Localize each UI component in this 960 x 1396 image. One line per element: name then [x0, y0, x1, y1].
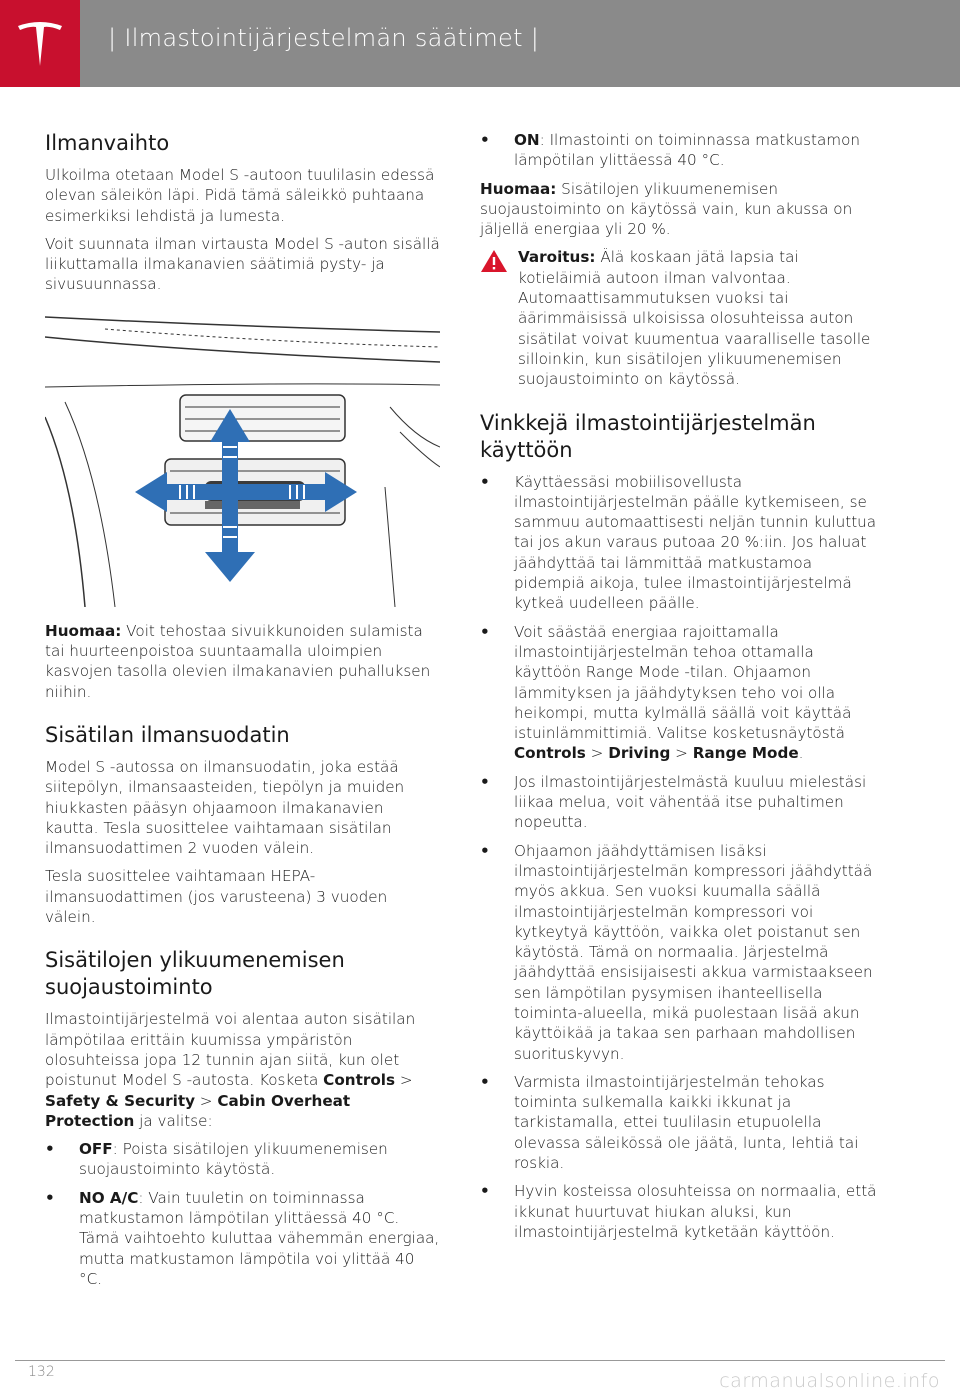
footer-divider: [15, 1360, 945, 1361]
warning-triangle-icon: [480, 249, 508, 273]
list-item: • Hyvin kosteissa olosuhteissa on normaalia, että ikkunat huurtuvat hiukan aluksi, kun ilmastointijärjestelmä kytketään käyttöön.: [480, 1181, 878, 1242]
ventilation-heading: Ilmanvaihto: [45, 131, 170, 155]
menu-path-cabin-overheat: Cabin Overheat Protection: [45, 1091, 351, 1130]
right-column: [480, 130, 878, 1250]
menu-path-controls: Controls: [323, 1071, 395, 1090]
left-column: [45, 130, 440, 1297]
option-off-label: OFF: [79, 1140, 113, 1159]
page-header: [0, 0, 960, 87]
ventilation-note: [45, 621, 440, 702]
air-vent-illustration: [45, 307, 440, 607]
warning-text: Varoitus: Älä koskaan jätä lapsia tai kotieläimiä autoon ilman valvontaa. Automaattisammutuksen vuoksi tai äärimmäisissä ulkoisissa olosuhteissa auton sisätilat voivat kuumentua vaaralliselle tasolle silloinkin, kun sisätilojen ylikuumenemisen suojaustoiminto on käytössä.: [518, 248, 871, 389]
menu-path-driving: Driving: [608, 744, 671, 763]
filter-paragraph-1: Model S -autossa on ilmansuodatin, joka estää siitepölyn, ilmansaasteiden, tiepölyn ja muiden hiukkasten pääsyn ohjaamoon ilmakanavien kautta. Tesla suosittelee vaihtamaan sisätilan ilmansuodattimen 2 vuoden välein.: [45, 757, 405, 858]
ventilation-paragraph-2: Voit suunnata ilman virtausta Model S -auton sisällä liikuttamalla ilmakanavien säätimiä pysty- ja sivusuunnassa.: [45, 234, 440, 294]
chapter-title: | Ilmastointijärjestelmän säätimet |: [108, 24, 540, 52]
warning-block: [480, 247, 878, 389]
filter-paragraph-2: Tesla suosittelee vaihtamaan HEPA-ilmansuodattimen (jos varusteena) 3 vuoden välein.: [45, 867, 388, 927]
ventilation-paragraph-1: Ulkoilma otetaan Model S -autoon tuulilasin edessä olevan säleikön läpi. Pidä tämä säleikkö puhtaana esimerkiksi lehdistä ja lumesta.: [45, 166, 435, 225]
tips-heading: Vinkkejä ilmastointijärjestelmän käyttöön: [480, 410, 816, 462]
note-label: Huomaa:: [480, 179, 557, 198]
overheat-options: [45, 1139, 440, 1289]
tips-list: [480, 472, 878, 1243]
filter-heading: Sisätilan ilmansuodatin: [45, 722, 290, 747]
list-item: • Voit säästää energiaa rajoittamalla ilmastointijärjestelmän tehoa ottamalla käyttöön Range Mode -tilan. Ohjaamon lämmityksen ja jäähdytyksen teho voi olla heikompi, mutta kylmällä säällä voit käyttää istuinlämmittimiä. Valitse kosketusnäytöstä Controls > Driving > Range Mode.: [480, 622, 878, 764]
overheat-note: Huomaa: Sisätilojen ylikuumenemisen suojaustoiminto on käytössä vain, kun akussa on jäljellä energiaa yli 20 %.: [480, 179, 853, 239]
page-number: 132: [28, 1364, 55, 1380]
watermark: carmanualsonline.info: [719, 1370, 940, 1392]
tesla-logo: [0, 0, 80, 87]
overheat-paragraph: Ilmastointijärjestelmä voi alentaa auton sisätilan lämpötilaa erittäin kuumissa ympäristön olosuhteissa jopa 12 tunnin ajan siitä, kun olet poistunut Model S -autosta. Kosketa Controls > Safety & Security > Cabin Overheat Protection ja valitse:: [45, 1010, 416, 1130]
option-noac-label: NO A/C: [79, 1188, 139, 1207]
list-item: • NO A/C: Vain tuuletin on toiminnassa matkustamon lämpötilan ylittäessä 40 °C. Tämä vaihtoehto kuluttaa vähemmän energiaa, mutta matkustamon lämpötila voi ylittää 40 °C.: [45, 1188, 440, 1289]
menu-path-range-mode: Range Mode: [692, 744, 799, 763]
tesla-logo-icon: [14, 18, 66, 70]
list-item: • Käyttäessäsi mobiilisovellusta ilmastointijärjestelmän päälle kytkemiseen, se sammuu automaattisesti neljän tunnin kuluttua tai jos akun varaus putoaa 20 %:iin. Jos haluat jäähdyttää tai lämmittää matkustamoa pidempiä aikoja, tulee ilmastointijärjestelmä kytkeä uudelleen päälle.: [480, 472, 878, 614]
warning-label: Varoitus:: [518, 248, 596, 267]
list-item: • Ohjaamon jäähdyttämisen lisäksi ilmastointijärjestelmän kompressori jäähdyttää myös akkua. Sen vuoksi kuumalla säällä ilmastointijärjestelmän kompressori voi kytkeytyä käyttöön, vaikka olet poistanut sen käytöstä. Tämä on normaalia. Järjestelmä jäähdyttää ensisijaisesti akkua varmistaakseen sen lämpötilan pysymisen ihanteellisella toiminta-alueella, mikä puolestaan lisää akun käyttöikää ja takaa sen parhaan mahdollisen suorituskyvyn.: [480, 841, 878, 1064]
menu-path-safety: Safety & Security: [45, 1091, 195, 1110]
list-item: • Varmista ilmastointijärjestelmän tehokas toiminta sulkemalla kaikki ikkunat ja tarkistamalla, ettei tuulilasin etupuolella olevassa säleikössä ole jäätä, lunta, lehtiä tai roskia.: [480, 1072, 878, 1173]
option-on-label: ON: [514, 131, 540, 149]
overheat-options-continued: [480, 130, 878, 171]
note-text: Voit tehostaa sivuikkunoiden sulamista tai huurteenpoistoa suuntaamalla uloimpien kasvojen tasolla olevien ilmakanavien puhalluksen niihin.: [45, 621, 431, 701]
overheat-heading: Sisätilojen ylikuumenemisen suojaustoiminto: [45, 948, 345, 1000]
menu-path-controls: Controls: [514, 744, 586, 763]
note-label: Huomaa:: [45, 621, 122, 640]
list-item: • OFF: Poista sisätilojen ylikuumenemisen suojaustoiminto käytöstä.: [45, 1139, 440, 1180]
list-item: • Jos ilmastointijärjestelmästä kuuluu mielestäsi liikaa melua, voit vähentää itse puhaltimen nopeutta.: [480, 772, 878, 833]
list-item: • ON: Ilmastointi on toiminnassa matkustamon lämpötilan ylittäessä 40 °C.: [480, 130, 878, 171]
